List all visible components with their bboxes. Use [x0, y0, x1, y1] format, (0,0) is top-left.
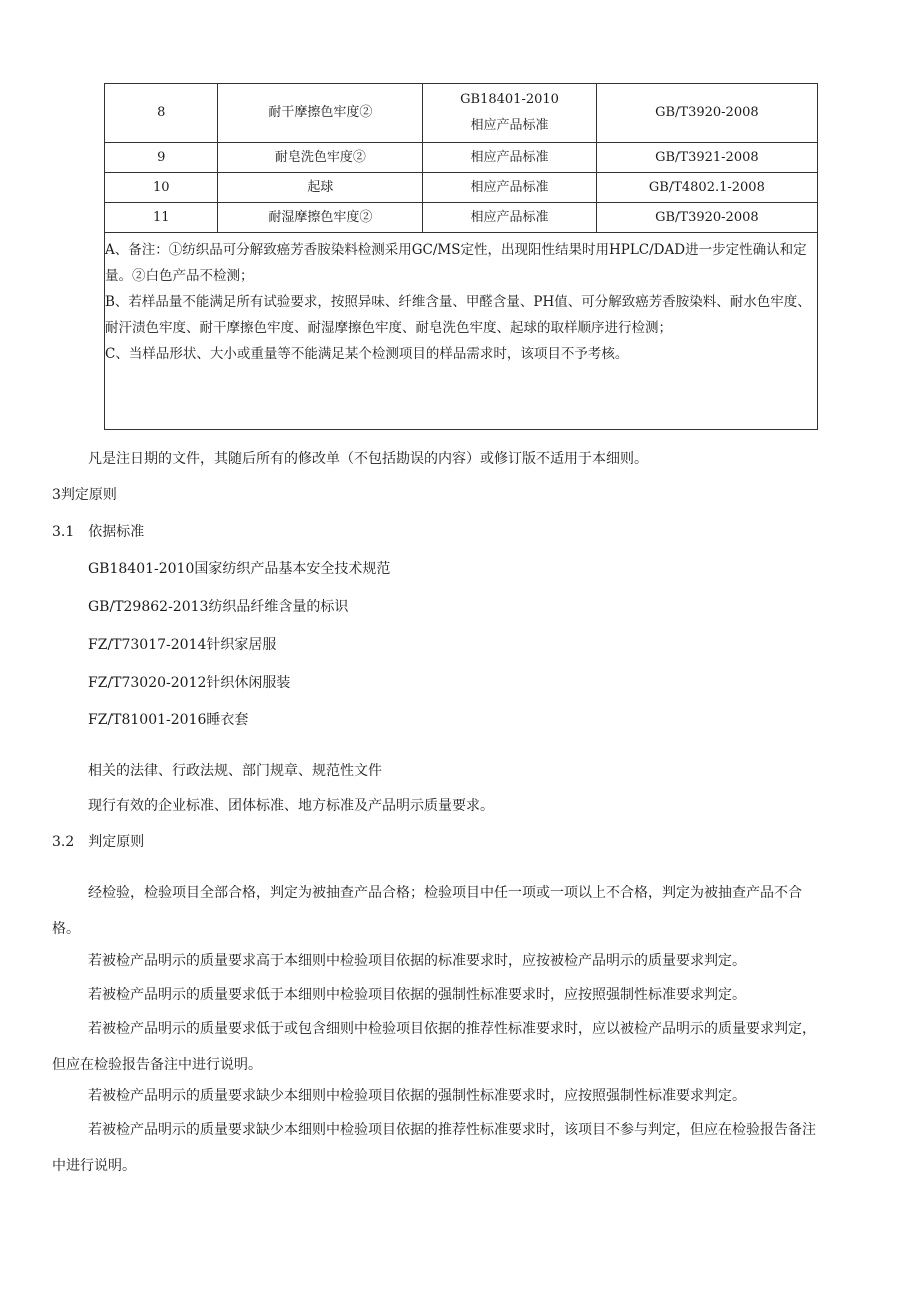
test-item: 耐干摩擦色牢度②: [218, 84, 423, 143]
section-3-title: 3判定原则: [52, 487, 117, 503]
judgement-paragraph: 若被检产品明示的质量要求缺少本细则中检验项目依据的推荐性标准要求时，该项目不参与判定，但应在检验报告备注中进行说明。: [52, 1122, 816, 1174]
basis-standard: 相应产品标准: [423, 203, 596, 233]
judgement-paragraph: 经检验，检验项目全部合格，判定为被抽查产品合格；检验项目中任一项或一项以上不合格，判定为被抽查产品不合格。: [52, 885, 802, 937]
standard-item: FZ/T73017-2014针织家居服: [88, 637, 277, 653]
note-a: A、备注：①纺织品可分解致癌芳香胺染料检测采用GC/MS定性，出现阳性结果时用HPLC/DAD进一步定性确认和定量。②白色产品不检测；: [105, 242, 807, 284]
table-row: [105, 203, 818, 233]
test-method: GB/T3921-2008: [596, 143, 817, 173]
regulations-line: 相关的法律、行政法规、部门规章、规范性文件: [88, 763, 382, 779]
test-method: GB/T3920-2008: [596, 84, 817, 143]
notes-cell: [105, 233, 818, 430]
standard-item: GB18401-2010国家纺织产品基本安全技术规范: [88, 561, 391, 577]
section-3-1-title: 3.1 依据标准: [52, 524, 145, 540]
basis-standard: [423, 84, 596, 143]
standard-item: FZ/T81001-2016睡衣套: [88, 712, 249, 728]
judgement-paragraph: 若被检产品明示的质量要求低于或包含细则中检验项目依据的推荐性标准要求时，应以被检产品明示的质量要求判定，但应在检验报告备注中进行说明。: [52, 1021, 816, 1073]
note-b: B、若样品量不能满足所有试验要求，按照异味、纤维含量、甲醛含量、PH值、可分解致癌芳香胺染料、耐水色牢度、耐汗渍色牢度、耐干摩擦色牢度、耐湿摩擦色牢度、耐皂洗色牢度、起球的取样顺序进行检测；: [105, 294, 811, 336]
section-3-2-title: 3.2 判定原则: [52, 834, 145, 850]
row-number: 11: [105, 203, 218, 233]
note-c: C、当样品形状、大小或重量等不能满足某个检测项目的样品需求时，该项目不予考核。: [105, 346, 629, 362]
row-number: 10: [105, 173, 218, 203]
test-item: 耐皂洗色牢度②: [218, 143, 423, 173]
enterprise-standards-line: 现行有效的企业标准、团体标准、地方标准及产品明示质量要求。: [88, 798, 494, 814]
basis-standard: 相应产品标准: [423, 173, 596, 203]
notes-row: [105, 233, 818, 430]
test-method: GB/T4802.1-2008: [596, 173, 817, 203]
table-row: [105, 84, 818, 143]
test-item: 起球: [218, 173, 423, 203]
standard-item: GB/T29862-2013纺织品纤维含量的标识: [88, 599, 349, 615]
row-number: 8: [105, 84, 218, 143]
basis-standard: 相应产品标准: [423, 143, 596, 173]
judgement-paragraph: 若被检产品明示的质量要求低于本细则中检验项目依据的强制性标准要求时，应按照强制性标准要求判定。: [88, 987, 746, 1003]
table-row: [105, 143, 818, 173]
test-method: GB/T3920-2008: [596, 203, 817, 233]
basis-line: 相应产品标准: [470, 118, 549, 133]
judgement-paragraph: 若被检产品明示的质量要求缺少本细则中检验项目依据的强制性标准要求时，应按照强制性标准要求判定。: [88, 1088, 746, 1104]
standards-table: [104, 83, 818, 430]
judgement-paragraph: 若被检产品明示的质量要求高于本细则中检验项目依据的标准要求时，应按被检产品明示的质量要求判定。: [88, 953, 746, 969]
standard-item: FZ/T73020-2012针织休闲服装: [88, 675, 291, 691]
basis-line: GB18401-2010: [460, 92, 559, 107]
table-row: [105, 173, 818, 203]
row-number: 9: [105, 143, 218, 173]
test-item: 耐湿摩擦色牢度②: [218, 203, 423, 233]
dated-reference-note: 凡是注日期的文件，其随后所有的修改单（不包括勘误的内容）或修订版不适用于本细则。: [88, 451, 648, 467]
